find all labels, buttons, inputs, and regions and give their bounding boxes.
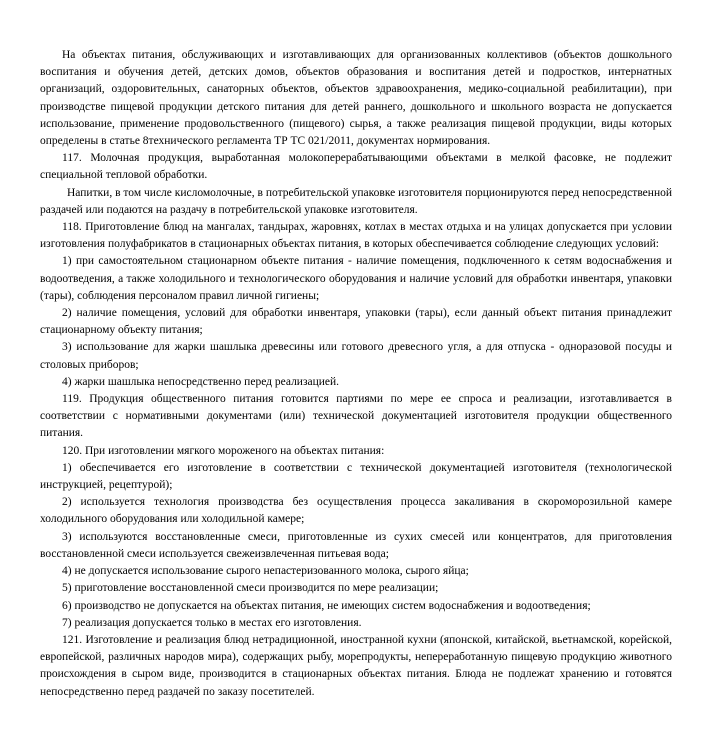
paragraph-121: 121. Изготовление и реализация блюд нетрадиционной, иностранной кухни (японской, китайской, вьетнамской, корейской, европейской, различных народов мира), содержащих рыбу, морепродукты, непереработанную пищевую продукцию животного происхождения в сыром виде, производится в стационарных объектах питания. Блюда не подлежат хранению и готовятся непосредственно перед раздачей по заказу посетителей.	[40, 633, 672, 698]
paragraph-drinks: Напитки, в том числе кисломолочные, в потребительской упаковке изготовителя порционируются перед непосредственной раздачей или подаются на раздачу в потребительской упаковке изготовителя.	[40, 186, 672, 216]
paragraph-120: 120. При изготовлении мягкого мороженого на объектах питания:	[62, 444, 385, 457]
list-item-120-5: 5) приготовление восстановленной смеси производится по мере реализации;	[62, 582, 439, 595]
list-item-118-3: 3) использование для жарки шашлыка древесины или готового древесного угля, а для отпуска - одноразовой посуды и столовых приборов;	[40, 341, 672, 371]
paragraph-119: 119. Продукция общественного питания готовится партиями по мере ее спроса и реализации, изготавливается в соответствии с нормативными документами (или) технической документацией изготовителя продукции общественного питания.	[40, 393, 672, 440]
list-item-120-4: 4) не допускается использование сырого непастеризованного молока, сырого яйца;	[62, 565, 469, 578]
list-item-120-3: 3) используются восстановленные смеси, приготовленные из сухих смесей или концентратов, для приготовления восстановленной смеси используется свежеизвлеченная питьевая вода;	[40, 530, 672, 560]
paragraph-118: 118. Приготовление блюд на мангалах, тандырах, жаровнях, котлах в местах отдыха и на улицах допускается при условии изготовления полуфабрикатов в стационарных объектах питания, в которых обеспечивается соблюдение следующих условий:	[40, 221, 672, 251]
paragraph-117: 117. Молочная продукция, выработанная молокоперерабатывающими объектами в мелкой фасовке, не подлежит специальной тепловой обработки.	[40, 152, 672, 182]
list-item-118-1: 1) при самостоятельном стационарном объекте питания - наличие помещения, подключенного к сетям водоснабжения и водоотведения, а также холодильного и технологического оборудования и наличие условий для обработки инвентаря, упаковки (тары), соблюдения персоналом правил личной гигиены;	[40, 255, 672, 302]
list-item-120-7: 7) реализация допускается только в местах его изготовления.	[62, 616, 362, 629]
list-item-118-2: 2) наличие помещения, условий для обработки инвентаря, упаковки (тары), если данный объект питания принадлежит стационарному объекту питания;	[40, 307, 672, 337]
list-item-120-6: 6) производство не допускается на объектах питания, не имеющих систем водоснабжения и водоотведения;	[62, 599, 591, 612]
list-item-118-4: 4) жарки шашлыка непосредственно перед реализацией.	[62, 375, 340, 388]
list-item-120-1: 1) обеспечивается его изготовление в соответствии с технической документацией изготовителя (технологической инструкцией, рецептурой);	[40, 461, 672, 492]
list-item-120-2: 2) используется технология производства без осуществления процесса закаливания в скороморозильной камере холодильного оборудования или холодильной камере;	[40, 496, 672, 526]
paragraph-intro: На объектах питания, обслуживающих и изготавливающих для организованных коллективов (объектов дошкольного воспитания и обучения детей, детских домов, объектов образования и воспитания детей и подростков, интернатных организаций, оздоровительных, санаторных объектов, объектов здравоохранения, медико-социальной реабилитации), при производстве пищевой продукции детского питания для детей раннего, дошкольного и школьного возраста не допускается использование, применение продовольственного (пищевого) сырья, а также реализация пищевой продукции, виды которых определены в статье 8технического регламента ТР ТС 021/2011, документах нормирования.	[40, 49, 672, 148]
